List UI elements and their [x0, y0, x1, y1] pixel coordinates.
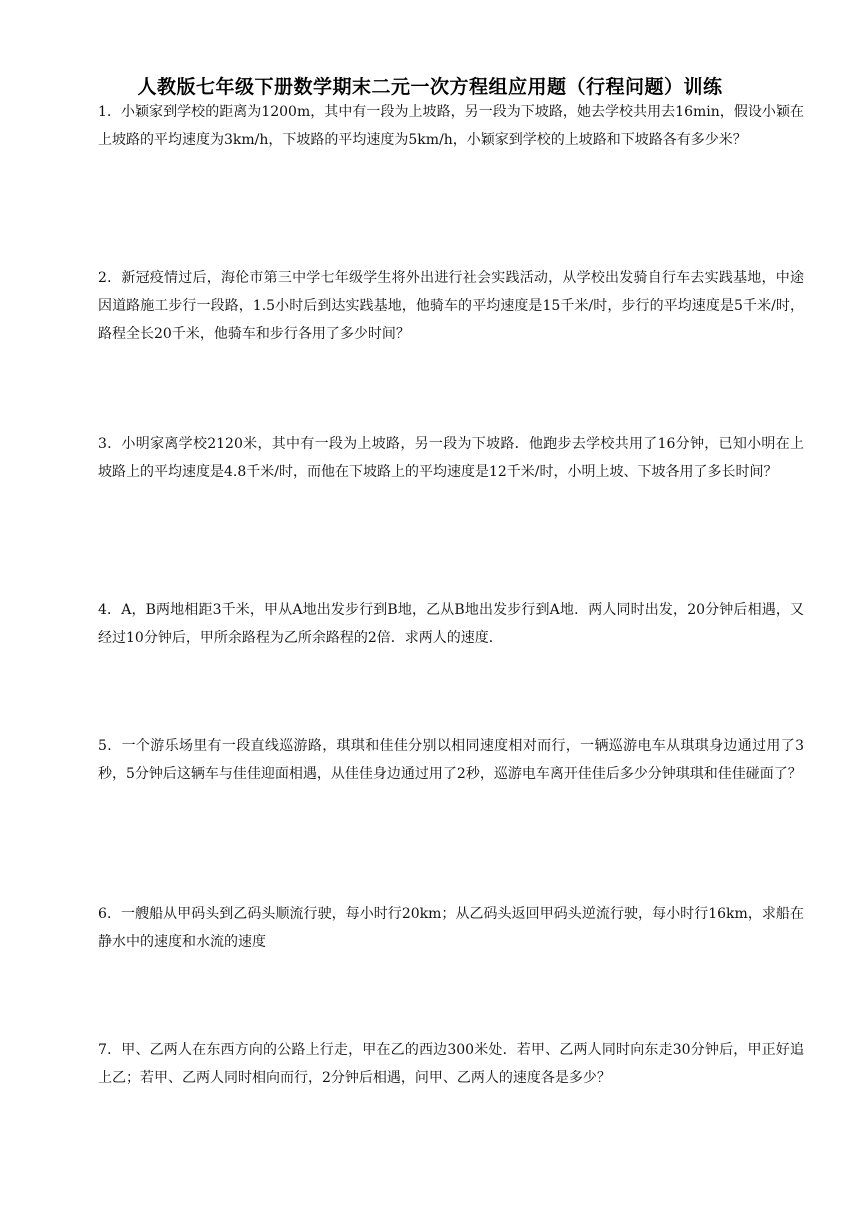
question-2 [98, 264, 804, 348]
question-text: 一艘船从甲码头到乙码头顺流行驶，每小时行20km；从乙码头返回甲码头逆流行驶，每小时行16km，求船在静水中的速度和水流的速度 [98, 906, 804, 950]
question-number: 5． [98, 738, 122, 754]
question-text: 小明家离学校2120米，其中有一段为上坡路，另一段为下坡路．他跑步去学校共用了16分钟，已知小明在上坡路上的平均速度是4.8千米/时，而他在下坡路上的平均速度是12千米/时，小明上坡、下坡各用了多长时间？ [98, 436, 804, 480]
question-5 [98, 732, 804, 788]
question-number: 6． [98, 906, 121, 922]
document-title: 人教版七年级下册数学期末二元一次方程组应用题（行程问题）训练 [137, 76, 723, 98]
question-number: 7． [98, 1042, 122, 1058]
question-1 [98, 98, 804, 154]
question-text: 小颖家到学校的距离为1200m，其中有一段为上坡路，另一段为下坡路，她去学校共用去16min，假设小颖在上坡路的平均速度为3km/h，下坡路的平均速度为5km/h，小颖家到学校的上坡路和下坡路各有多少米？ [98, 104, 804, 148]
question-text: 一个游乐场里有一段直线巡游路，琪琪和佳佳分别以相同速度相对而行，一辆巡游电车从琪琪身边通过用了3秒，5分钟后这辆车与佳佳迎面相遇，从佳佳身边通过用了2秒，巡游电车离开佳佳后多少分钟琪琪和佳佳碰面了？ [98, 738, 804, 782]
question-number: 2． [98, 270, 122, 286]
question-text: 新冠疫情过后，海伦市第三中学七年级学生将外出进行社会实践活动，从学校出发骑自行车去实践基地，中途因道路施工步行一段路，1.5小时后到达实践基地，他骑车的平均速度是15千米/时，步行的平均速度是5千米/时，路程全长20千米，他骑车和步行各用了多少时间？ [98, 270, 804, 342]
question-3 [98, 430, 804, 486]
question-4 [98, 596, 804, 652]
question-number: 4． [98, 602, 122, 618]
question-text: 甲、乙两人在东西方向的公路上行走，甲在乙的西边300米处．若甲、乙两人同时向东走30分钟后，甲正好追上乙；若甲、乙两人同时相向而行，2分钟后相遇，问甲、乙两人的速度各是多少？ [98, 1042, 804, 1086]
question-number: 1． [98, 104, 121, 120]
question-6 [98, 900, 804, 956]
question-number: 3． [98, 436, 122, 452]
question-text: A，B两地相距3千米，甲从A地出发步行到B地，乙从B地出发步行到A地．两人同时出发，20分钟后相遇，又经过10分钟后，甲所余路程为乙所余路程的2倍．求两人的速度． [98, 602, 804, 646]
question-7 [98, 1036, 804, 1092]
